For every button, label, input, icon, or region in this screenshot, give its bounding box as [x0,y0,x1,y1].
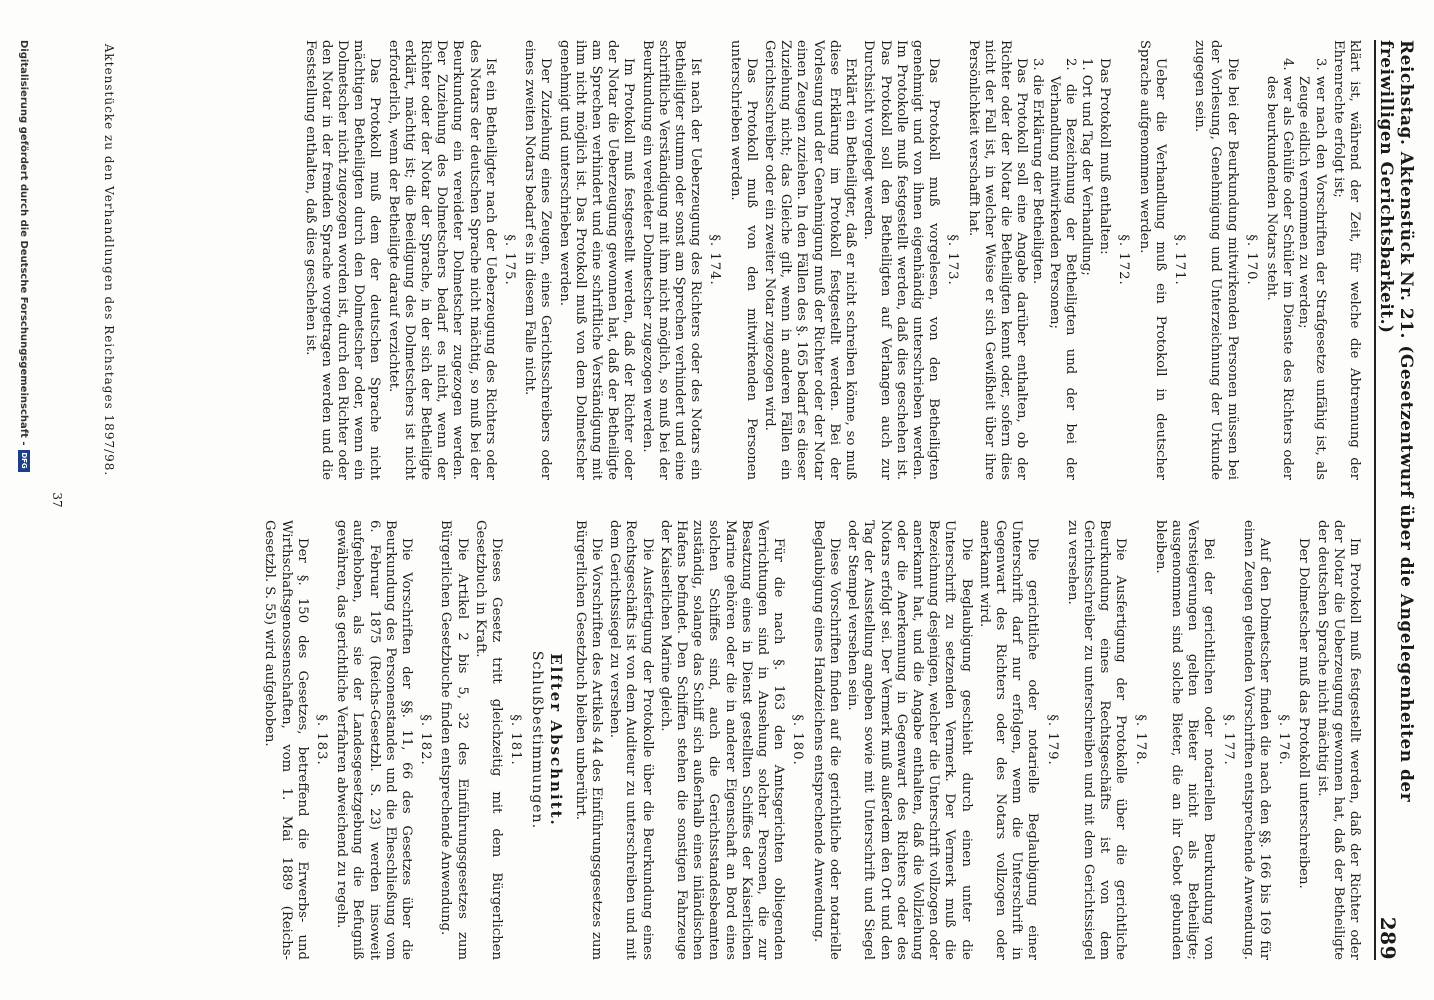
paragraph: klärt ist, während der Zeit, für welche die Abtrennung der Ehrenrechte erfolgt ist; [1330,40,1362,480]
paragraph: Ueber die Verhandlung muß ein Protokoll in deutscher Sprache aufgenommen werden. [1136,40,1168,480]
paragraph: Das Protokoll muß von den mitwirkenden Personen unterschrieben werden. [727,40,759,480]
paragraph: Die Beglaubigung geschieht durch einen unter die Unterschrift zu setzenden Vermerk. Der Vermerk muß die Bezeichnung desjenigen, welcher die Unterschrift vollzogen oder anerkannt hat, und die Angabe enthalten, daß die Vollziehung oder die Anerkennung in Gegenwart des Richters oder des Notars erfolgt sei. Der Vermerk muß außerdem den Ort und den Tag der Ausstellung angeben sowie mit Unterschrift und Siegel oder Stempel versehen sein. [845,520,974,960]
list-item: 3. die Erklärung der Betheiligten. [1030,58,1046,285]
paragraph: Die Vorschriften des Artikels 44 des Einführungsgesetzes zum Bürgerlichen Gesetzbuch bleiben unberührt. [572,520,605,960]
page-number: 289 [1376,916,1400,960]
left-column [122,40,1362,480]
paragraph: Die Artikel 2 bis 5, 32 des Einführungsgesetzes zum Bürgerlichen Gesetzbuche finden entsprechende Anwendung. [438,520,470,960]
section-heading: §. 176. [1276,714,1292,766]
paragraph: Im Protokoll muß festgestellt werden, daß der Richter oder der Notar die Ueberzeugung gewonnen hat, daß der Betheiligte der deutschen Sprache nicht mächtig ist. [1314,520,1362,960]
part-subheading: Schlußbestimmungen. [529,650,546,830]
list-item: 1. Ort und Tag der Verhandlung; [1078,58,1094,276]
paragraph: Das Protokoll muß vorgelesen, von den Betheiligten genehmigt und von ihnen eigenhändig unterschrieben werden. Im Protokolle muß festgestellt werden, daß dies geschehen ist. Das Protokoll soll den Betheiligten auf Verlangen auch zur Durchsicht vorgelegt werden. [861,40,942,480]
paragraph: Der §. 150 des Gesetzes, betreffend die Erwerbs- und Wirthschaftsgenossenschaften, vom 1. Mai 1889 (Reichs-Gesetzbl. S. 55) wird aufgehoben. [262,520,310,960]
page-header [1374,40,1416,960]
paragraph: Erklärt ein Betheiligter, daß er nicht schreiben könne, so muß diese Erklärung im Protokoll festgestellt werden. Bei der Vorlesung und der Genehmigung muß der Richter oder der Notar einen Zeugen zuziehen. In den Fällen des §. 165 bedarf es dieser Zuziehung nicht; das Gleiche gilt, wenn in anderen Fällen ein Gerichtsschreiber oder ein zweiter Notar zugezogen wird. [762,40,859,480]
right-column [122,520,1362,960]
paragraph: Auf den Dolmetscher finden die nach den §§. 166 bis 169 für einen Zeugen geltenden Vorschriften entsprechende Anwendung. [1240,520,1272,960]
paragraph: Die Ausfertigung der Protokolle über die gerichtliche Beurkundung eines Rechtsgeschäfts ist von dem Gerichtsschreiber zu unterschreiben und mit dem Gerichtssiegel zu versehen. [1064,520,1129,960]
section-heading: §. 183. [314,714,330,766]
paragraph: Die Vorschriften der §§. 11, 66 des Gesetzes über die Beurkundung des Personenstandes und die Eheschließung vom 6. Februar 1875 (Reichs-Gesetzbl. S. 23) werden insoweit aufgehoben, als sie der Landesgesetzgebung die Befugniß gewähren, das gerichtliche Verfahren abweichend zu regeln. [334,520,415,960]
paragraph: Im Protokoll muß festgestellt werden, daß der Richter oder der Notar die Ueberzeugung gewonnen hat, daß der Betheiligte am Sprechen verhindert und eine schriftliche Verständigung mit ihm nicht möglich ist. Das Protokoll muß von dem Dolmetscher genehmigt und unterschrieben werden. [556,40,637,480]
list-item: 3. wer nach den Vorschriften der Strafgesetze unfähig ist, als Zeuge eidlich vernommen zu werden; [1296,58,1328,480]
section-heading: §. 174. [707,234,723,286]
digitization-credit [18,40,30,472]
paragraph: Ist ein Betheiligter nach der Ueberzeugung des Richters oder des Notars der deutschen Sprache nicht mächtig, so muß bei der Beurkundung ein vereideter Dolmetscher zugezogen werden. Der Zuziehung des Dolmetschers bedarf es nicht, wenn der Richter oder der Notar der Sprache, in der sich der Betheiligte erklärt, mächtig ist; die Beeidigung des Dolmetschers ist nicht erforderlich, wenn der Betheiligte darauf verzichtet. [385,40,498,480]
section-heading: §. 173. [945,234,961,286]
section-heading: §. 179. [1044,714,1060,766]
header-title: Reichstag. Aktenstück Nr. 21. (Gesetzentwurf über die Angelegenheiten der freiwilligen Gerichtsbarkeit.) [1376,40,1416,803]
paragraph: Das Protokoll muß enthalten: [1097,58,1113,255]
section-heading: §. 177. [1220,714,1236,766]
section-heading: §. 181. [508,714,524,766]
part-heading: Elfter Abschnitt. [546,653,565,827]
section-heading: §. 178. [1132,714,1148,766]
paragraph: Die bei der Beurkundung mitwirkenden Personen müssen bei der Vorlesung, Genehmigung und Unterzeichnung der Urkunde zugegen sein. [1192,40,1240,480]
paragraph: Die Ausfertigung der Protokolle über die Beurkundung eines Rechtsgeschäfts ist von dem Auditeur zu unterschreiben und mit dem Gerichtssiegel zu versehen. [607,520,655,960]
paragraph: Ist nach der Ueberzeugung des Richters oder des Notars ein Betheiligter stumm oder sonst am Sprechen verhindert und eine schriftliche Verständigung mit ihm nicht möglich, so muß bei der Beurkundung ein vereideter Dolmetscher zugezogen werden. [639,40,704,480]
section-heading: §. 180. [790,714,806,766]
section-heading: §. 171. [1171,234,1187,286]
section-heading: §. 182. [418,714,434,766]
section-heading: §. 175. [502,234,518,286]
list-item: 4. wer als Gehülfe oder Schüler im Dienste des Richters oder des beurkundenden Notars steht. [1263,58,1296,480]
paragraph: Das Protokoll soll eine Angabe darüber enthalten, ob der Richter oder der Notar die Betheiligten kennt oder, sofern dies nicht der Fall ist, in welcher Weise er sich Gewißheit über ihre Persönlichkeit verschafft hat. [965,40,1030,480]
footer-note: Aktenstücke zu den Verhandlungen des Reichstages 1897/98. [102,43,116,477]
section-heading: §. 172. [1116,234,1132,286]
paragraph: Dieses Gesetz tritt gleichzeitig mit dem Bürgerlichen Gesetzbuch in Kraft. [472,520,505,960]
paragraph: Diese Vorschriften finden auf die gerichtliche oder notarielle Beglaubigung eines Handzeichens entsprechende Anwendung. [810,520,842,960]
dfg-logo: DFG [18,450,30,472]
list-item: 2. die Bezeichnung der Betheiligten und der bei der Verhandlung mitwirkenden Personen; [1046,58,1078,480]
credit-text: Digitalisierung gefördert durch die Deutsche Forschungsgemeinschaft - [18,40,30,446]
paragraph: Der Zuziehung eines Zeugen, eines Gerichtsschreibers oder eines zweiten Notars bedarf es in diesem Falle nicht. [522,40,554,480]
paragraph: Die gerichtliche oder notarielle Beglaubigung einer Unterschrift darf nur erfolgen, wenn die Unterschrift in Gegenwart des Richters oder des Notars vollzogen oder anerkannt wird. [976,520,1041,960]
paragraph: Für die nach §. 163 den Amtsgerichten obliegenden Verrichtungen sind in Ansehung solcher Personen, die zur Besatzung eines in Dienst gestellten Schiffes der Kaiserlichen Marine gehören oder die in anderer Eigenschaft an Bord eines solchen Schiffes sind, auch die Gerichtsstandesbeamten zuständig, solange das Schiff sich außerhalb eines inländischen Hafens befindet. Den Schiffen stehen die sonstigen Fahrzeuge der Kaiserlichen Marine gleich. [657,520,787,960]
paragraph: Das Protokoll muß dem der deutschen Sprache nicht mächtigen Betheiligten durch den Dolmetscher oder, wenn ein Dolmetscher nicht zugezogen worden ist, durch den Richter oder den Notar in der fremden Sprache vorgetragen werden und die Feststellung enthalten, daß dies geschehen ist. [302,40,383,480]
paragraph: Bei der gerichtlichen oder notariellen Beurkundung von Versteigerungen gelten Bieter nicht als Betheiligte; ausgenommen sind solche Bieter, die an ihr Gebot gebunden bleiben. [1152,520,1217,960]
section-heading: §. 170. [1243,234,1259,286]
paragraph: Der Dolmetscher muß das Protokoll unterschreiben. [1296,538,1312,889]
foot-page-number: 37 [50,492,64,508]
